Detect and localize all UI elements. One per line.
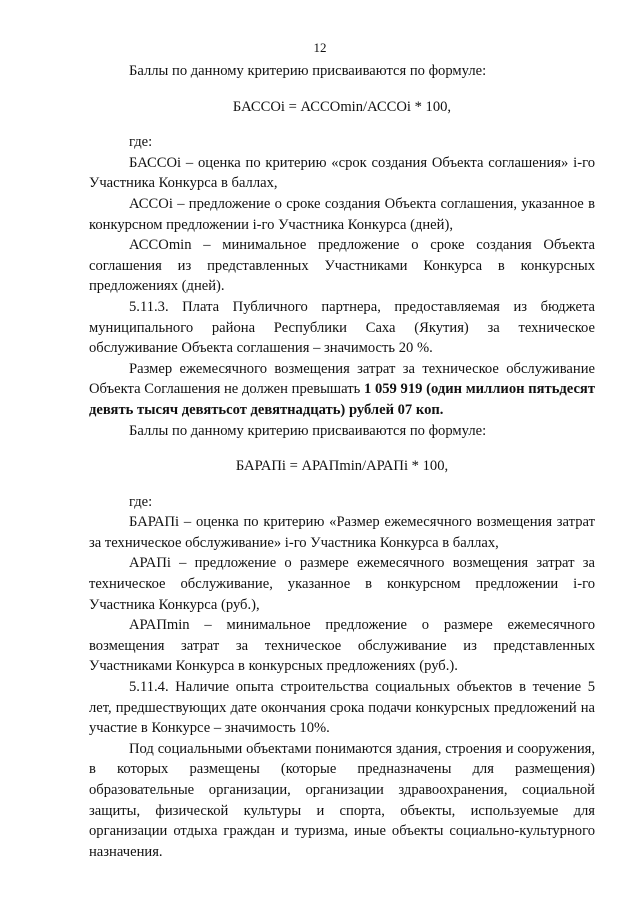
paragraph-5-11-4: 5.11.4. Наличие опыта строительства социальных объектов в течение 5 лет, предшествующих дате окончания срока подачи конкурсных предложений на участие в Конкурсе – значимость 10%. (89, 679, 595, 737)
paragraph-arapi-def: АРАПi – предложение о размере ежемесячного возмещения затрат за техническое обслуживание, указанное в конкурсном предложении i-го Участника Конкурса (руб.), (89, 555, 595, 613)
paragraph-5-11-3: 5.11.3. Плата Публичного партнера, предоставляемая из бюджета муниципального района Республики Саха (Якутия) за техническое обслуживание Объекта соглашения – значимость 20 %. (89, 298, 595, 357)
paragraph-max-amount (89, 359, 595, 421)
paragraph-assomin-def: АССОmin – минимальное предложение о сроке создания Объекта соглашения из представленных Участниками Конкурса в конкурсных предложениях (дней). (89, 237, 595, 295)
where-label-2: где: (129, 493, 153, 510)
paragraph-assoi-def: АССОi – предложение о сроке создания Объекта соглашения, указанное в конкурсном предложении i-го Участника Конкурса (дней), (89, 195, 595, 233)
paragraph-formula-intro-2: Баллы по данному критерию присваиваются по формуле: (129, 422, 487, 439)
formula-barapi: БАРАПi = АРАПmin/АРАПi * 100, (235, 458, 449, 475)
document-body (89, 61, 595, 862)
where-label-1: где: (129, 134, 153, 151)
paragraph-barapi-def: БАРАПi – оценка по критерию «Размер ежемесячного возмещения затрат за техническое обслуживание» i-го Участника Конкурса в баллах, (89, 514, 595, 551)
max-amount-value: 1 059 919 (один миллион пятьдесят девять тысяч девятьсот девятнадцать) рублей 07 коп. (89, 381, 595, 418)
max-amount-text: Размер ежемесячного возмещения затрат за техническое обслуживание Объекта Соглашения не должен превышать (89, 360, 595, 398)
formula-bassoi: БАССОi = АССОmin/АССОi * 100, (232, 98, 452, 115)
page-number: 12 (313, 40, 327, 55)
paragraph-bassoi-def: БАССОi – оценка по критерию «срок создания Объекта соглашения» i-го Участника Конкурса в баллах, (89, 154, 595, 192)
paragraph-social-objects: Под социальными объектами понимаются здания, строения и сооружения, в которых размещены (которые предназначены для размещения) образовательные организации, организации здравоохранения, социальной защиты, физической культуры и спорта, объекты, используемые для организации отдыха граждан и туризма, иные объекты социально-культурного назначения. (89, 740, 595, 860)
paragraph-arapmin-def: АРАПmin – минимальное предложение о размере ежемесячного возмещения затрат за техническое обслуживание из представленных Участниками Конкурса в конкурсных предложениях (руб.). (89, 617, 595, 675)
paragraph-formula-intro-1: Баллы по данному критерию присваиваются по формуле: (129, 63, 487, 79)
